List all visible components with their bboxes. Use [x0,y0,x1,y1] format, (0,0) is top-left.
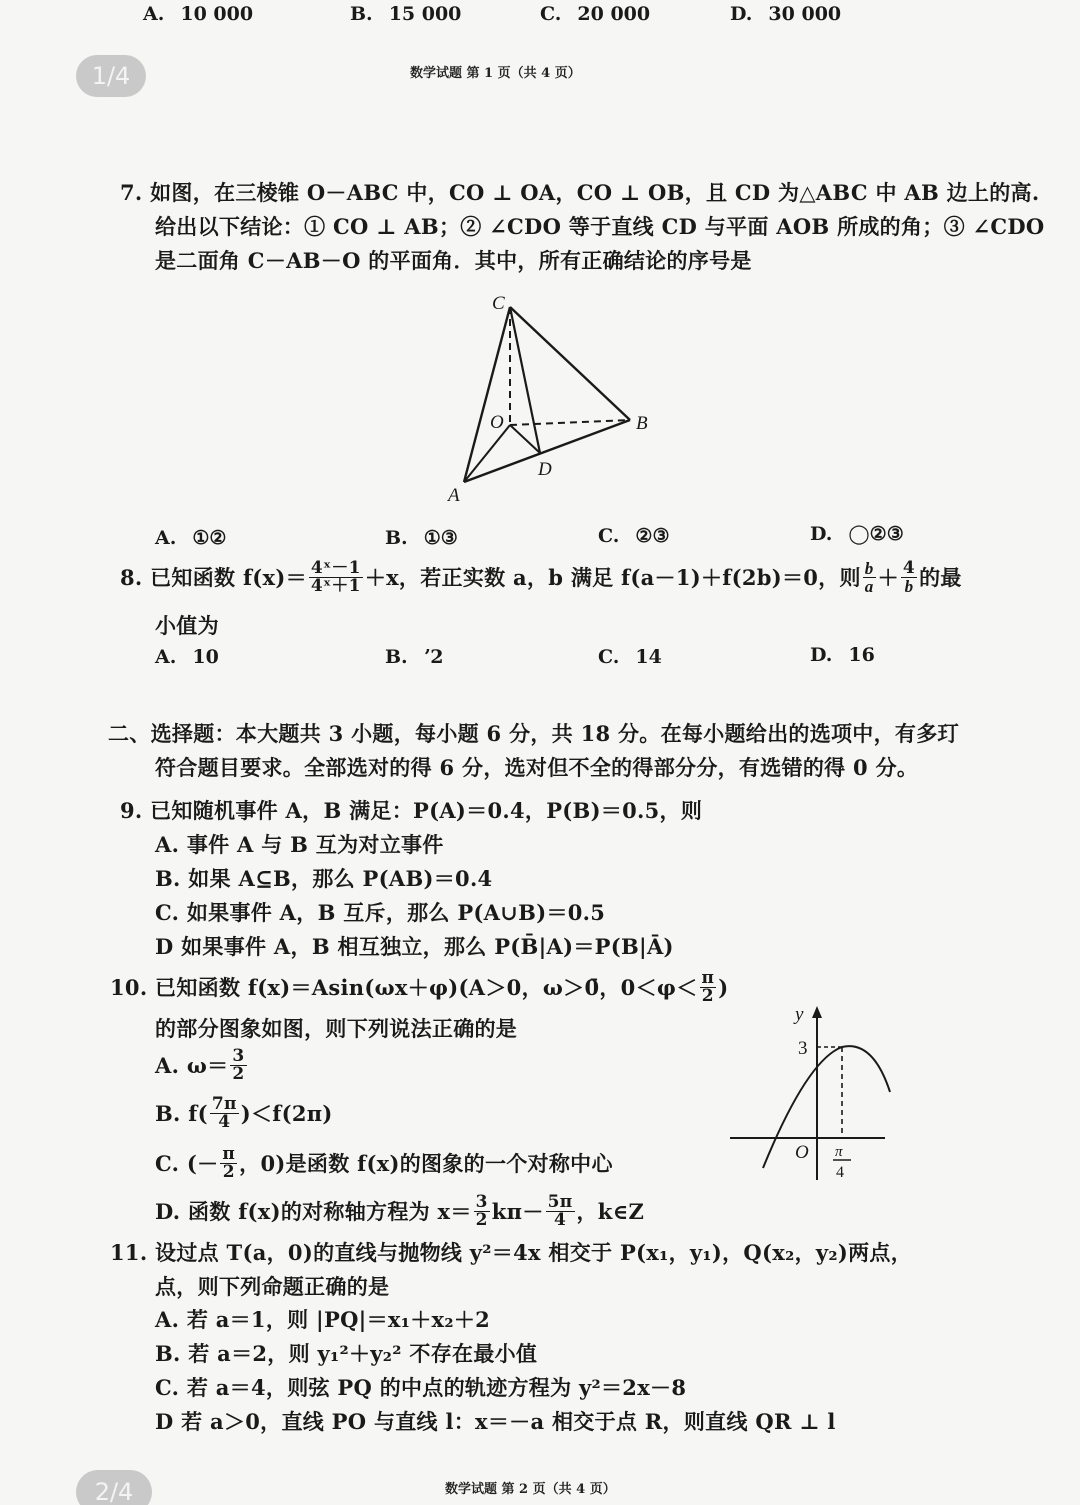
q10-option-a [155,1048,249,1083]
q8-line-1 [120,560,962,595]
q8-suffix: 的最 [919,564,962,590]
origin-label: O [795,1142,809,1163]
q8-fraction [309,560,363,595]
q10-d-num2: 5π [547,1192,573,1212]
q10-c-num: π [222,1144,236,1164]
option-letter: D. [810,523,833,545]
option-value: 10 [192,646,219,668]
q10-stem-den: 2 [701,986,714,1006]
q10-option-c [155,1146,613,1181]
q8-prefix: 8. 已知函数 f(x)＝ [120,564,307,590]
option-letter: B. [385,527,408,549]
section-2-line-2: 符合题目要求。全部选对的得 6 分，选对但不全的得部分分，有选错的得 0 分。 [155,755,919,780]
q10-b-fraction [210,1096,239,1131]
option-value: ②③ [635,525,670,547]
edge-ob [510,420,630,425]
q8-frac-num: 4ˣ－1 [310,558,361,578]
y-label: y [795,1004,804,1025]
option-value: ①② [192,527,227,549]
q10-stem [110,970,729,1005]
q8-option-d [810,644,875,666]
page-indicator-2: 2/4 [76,1470,152,1505]
q8-line-2: 小值为 [155,613,219,638]
option-letter: C. [540,3,562,25]
option-letter: A. [155,527,177,549]
q10-stem-num: π [701,968,715,988]
q10-stem-prefix: 10. 已知函数 f(x)＝Asin(ωx＋φ)(A＞0，ω＞0̄，0＜φ＜ [110,974,698,1000]
edge-cb [510,307,630,420]
q6-option-c [540,3,650,25]
option-letter: B. [385,646,408,668]
q9-option-c: C. 如果事件 A，B 互斥，那么 P(A∪B)＝0.5 [155,900,606,925]
q8-option-b [385,646,444,668]
section-2-line-1: 二、选择题：本大题共 3 小题，每小题 6 分，共 18 分。在每小题给出的选项中，有多玎 [108,721,959,746]
option-letter: A. [143,3,165,25]
option-value: ʼ2 [423,646,444,668]
tetrahedron-figure [430,285,670,515]
q10-option-b [155,1096,333,1131]
q10-a-fraction [230,1048,246,1083]
q10-d-suffix: ，k∈Z [576,1198,645,1224]
q10-b-suffix: )＜f(2π) [240,1100,333,1126]
q7-line-1: 7. 如图，在三棱锥 O－ABC 中，CO ⊥ OA，CO ⊥ OB，且 CD 为△ABC 中 AB 边上的高. [120,180,1040,205]
q11-stem: 11. 设过点 T(a，0)的直线与抛物线 y²＝4x 相交于 P(x₁，y₁)，Q(x₂，y₂)两点， [110,1240,913,1265]
q9-option-d: D 如果事件 A，B 相互独立，那么 P(B̄|A)＝P(B|Ā) [155,934,674,959]
q8-fraction-3 [901,560,917,595]
option-letter: B. [350,3,373,25]
tick-three: 3 [798,1038,808,1059]
q10-c-den: 2 [222,1162,235,1182]
option-value: 30 000 [768,3,842,25]
q10-d-fraction-2 [546,1194,575,1229]
q10-d-num1: 3 [475,1192,488,1212]
q10-a-prefix: A. ω＝ [155,1052,229,1078]
q8-plus: ＋ [877,564,899,590]
q11-option-b: B. 若 a＝2，则 y₁²＋y₂² 不存在最小值 [155,1341,538,1366]
q10-a-den: 2 [232,1064,245,1084]
label-d: D [538,459,552,480]
q10-option-d [155,1194,644,1229]
q10-stem-fraction [700,970,717,1005]
y-axis-arrow [812,1006,822,1018]
edge-cd [510,307,540,453]
label-c: C [492,293,505,314]
q11-option-d: D 若 a＞0，直线 PO 与直线 l：x＝－a 相交于点 R，则直线 QR ⊥ l [155,1409,836,1434]
q10-d-mid: kπ－ [491,1198,544,1224]
option-value: 10 000 [180,3,254,25]
option-value: ◯②③ [848,523,904,545]
q10-b-num: 7π [211,1094,237,1114]
tick-four: 4 [836,1164,844,1181]
q11-line-2: 点，则下列命题正确的是 [155,1274,390,1299]
q7-line-3: 是二面角 C－AB－O 的平面角．其中，所有正确结论的序号是 [155,248,752,273]
label-o: O [490,412,504,433]
edge-ca [464,307,510,482]
q9-option-a: A. 事件 A 与 B 互为对立事件 [155,832,444,857]
q10-d-fraction-1 [474,1194,490,1229]
q9-option-b: B. 如果 A⊆B，那么 P(AB)＝0.4 [155,866,493,891]
q9-stem: 9. 已知随机事件 A，B 满足：P(A)＝0.4，P(B)＝0.5，则 [120,798,703,823]
q10-stem-suffix: ) [718,974,729,1000]
option-letter: D. [730,3,753,25]
q7-option-a [155,527,226,549]
q11-option-c: C. 若 a＝4，则弦 PQ 的中点的轨迹方程为 y²＝2x－8 [155,1375,687,1400]
q10-b-prefix: B. f( [155,1100,208,1126]
q7-option-c [598,525,669,547]
page-footer-2: 数学试题 第 2 页（共 4 页） [445,1482,616,1497]
q8-fraction-2 [863,560,876,595]
label-a: A [448,485,460,506]
q8-f3-den: b [904,577,914,596]
q7-option-d [810,523,904,545]
q7-option-b [385,527,458,549]
q11-option-a: A. 若 a＝1，则 |PQ|＝x₁＋x₂＋2 [155,1307,491,1332]
q10-b-den: 4 [218,1112,231,1132]
page-footer-1: 数学试题 第 1 页（共 4 页） [410,66,581,81]
q10-line-2: 的部分图象如图，则下列说法正确的是 [155,1016,518,1041]
option-value: 16 [848,644,875,666]
q10-c-fraction [220,1146,237,1181]
q10-d-prefix: D. 函数 f(x)的对称轴方程为 x＝ [155,1198,472,1224]
label-b: B [636,413,648,434]
q6-option-a [143,3,253,25]
option-value: 15 000 [388,3,462,25]
q10-c-prefix: C. (－ [155,1150,219,1176]
page-indicator-1: 1/4 [76,55,146,97]
q8-f3-num: 4 [902,558,916,578]
q8-middle: ＋x，若正实数 a，b 满足 f(a－1)＋f(2b)＝0，则 [364,564,861,590]
q8-frac-den: 4ˣ＋1 [310,576,361,596]
option-value: ①③ [423,527,458,549]
q10-c-suffix: ，0)是函数 f(x)的图象的一个对称中心 [239,1150,613,1176]
sine-curve [763,1046,890,1168]
q6-option-b [350,3,461,25]
q10-a-num: 3 [232,1046,245,1066]
option-value: 14 [635,646,662,668]
option-letter: D. [810,644,833,666]
q6-option-d [730,3,841,25]
option-letter: A. [155,646,177,668]
q8-f2-num: b [864,559,874,578]
tick-pi: π [835,1144,843,1160]
q8-option-c [598,646,662,668]
q8-f2-den: a [864,577,874,596]
q7-line-2: 给出以下结论：① CO ⊥ AB；② ∠CDO 等于直线 CD 与平面 AOB 所成的角；③ ∠CDO [155,214,1045,239]
option-letter: C. [598,525,620,547]
q10-d-den2: 4 [553,1210,567,1230]
q8-option-a [155,646,219,668]
option-value: 20 000 [577,3,651,25]
q10-d-den1: 2 [475,1210,488,1230]
option-letter: C. [598,646,620,668]
sine-graph [725,1000,895,1190]
